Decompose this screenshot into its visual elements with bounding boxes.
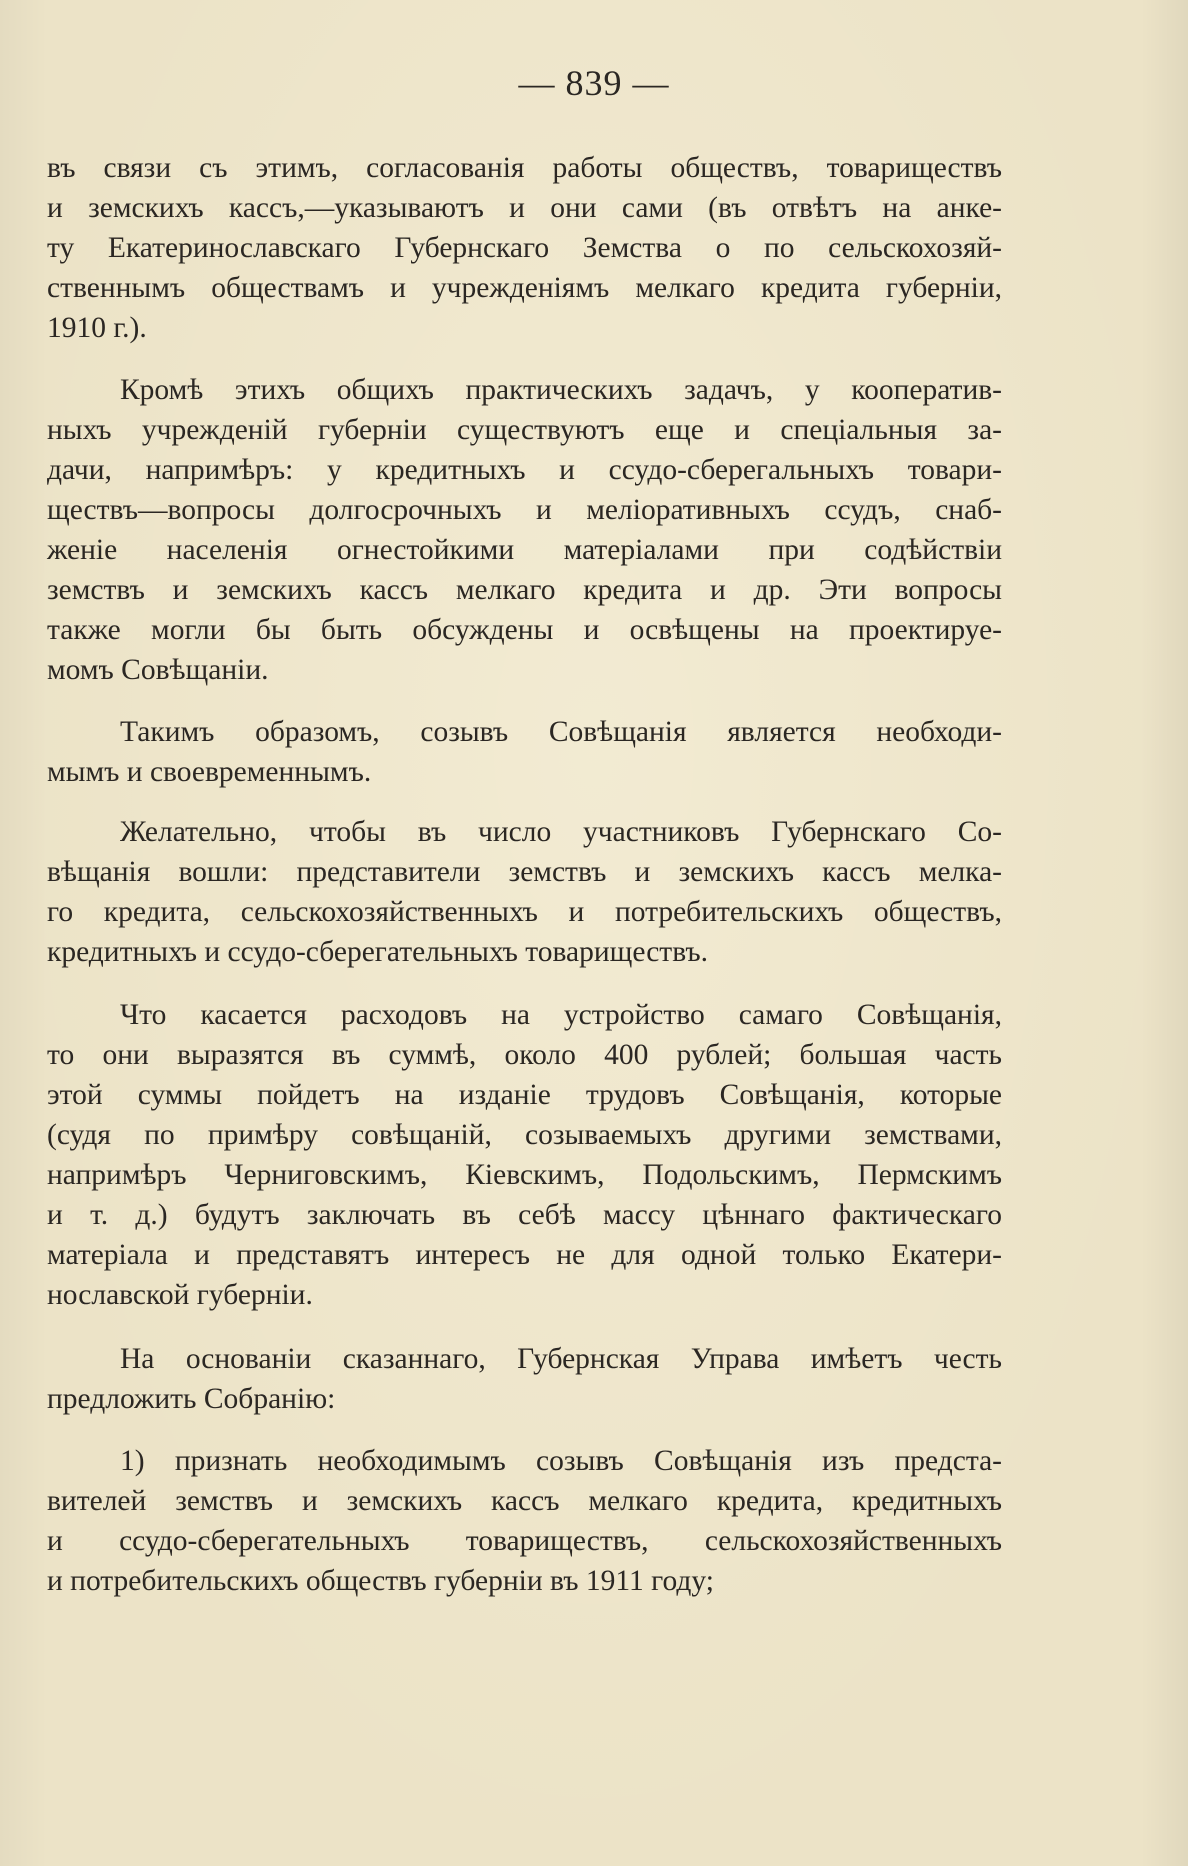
paragraph-5 [47,995,1002,1315]
text-line: нославской губерніи. [47,1279,313,1311]
text-line: ществъ—вопросы долгосрочныхъ и меліоративныхъ ссудъ, снаб- [47,494,1002,526]
paragraph-7 [47,1441,1002,1601]
text-line: мымъ и своевременнымъ. [47,756,372,788]
paragraph-1 [47,148,1002,348]
text-line: ту Екатеринославскаго Губернскаго Земства о по сельскохозяй- [47,232,1002,264]
paragraph-3 [47,712,1002,792]
text-line: напримѣръ Черниговскимъ, Кіевскимъ, Подольскимъ, Пермскимъ [47,1159,1002,1191]
text-line: женіе населенія огнестойкими матеріалами при содѣйствіи [47,534,1002,566]
paragraph-4 [47,812,1002,972]
text-line: также могли бы быть обсуждены и освѣщены на проектируе- [47,614,1002,646]
paragraph-2 [47,370,1002,690]
text-line: и земскихъ кассъ,—указываютъ и они сами (въ отвѣтъ на анке- [47,192,1002,224]
text-line: дачи, напримѣръ: у кредитныхъ и ссудо-сберегальныхъ товари- [47,454,1002,486]
text-line: ственнымъ обществамъ и учрежденіямъ мелкаго кредита губерніи, [47,272,1002,304]
text-line: предложить Собранію: [47,1383,336,1415]
text-line: Такимъ образомъ, созывъ Совѣщанія является необходи- [120,716,1002,748]
text-line: и потребительскихъ обществъ губерніи въ 1911 году; [47,1565,714,1597]
text-line: вителей земствъ и земскихъ кассъ мелкаго кредита, кредитныхъ [47,1485,1002,1517]
text-line: вѣщанія вошли: представители земствъ и земскихъ кассъ мелка- [47,856,1002,888]
text-line: На основаніи сказаннаго, Губернская Управа имѣетъ честь [120,1343,1002,1375]
text-line: Кромѣ этихъ общихъ практическихъ задачъ, у кооператив- [120,374,1002,406]
text-line: земствъ и земскихъ кассъ мелкаго кредита и др. Эти вопросы [47,574,1002,606]
text-line: (судя по примѣру совѣщаній, созываемыхъ другими земствами, [47,1119,1002,1151]
text-line: 1) признать необходимымъ созывъ Совѣщанія изъ предста- [120,1445,1002,1477]
paragraph-6 [47,1339,1002,1419]
text-line: въ связи съ этимъ, согласованія работы обществъ, товариществъ [47,152,1002,184]
text-line: момъ Совѣщаніи. [47,654,269,686]
text-line: ныхъ учрежденій губерніи существуютъ еще и спеціальныя за- [47,414,1002,446]
text-line: Что касается расходовъ на устройство самаго Совѣщанія, [120,999,1002,1031]
text-line: го кредита, сельскохозяйственныхъ и потребительскихъ обществъ, [47,896,1002,928]
text-line: матеріала и представятъ интересъ не для одной только Екатери- [47,1239,1002,1271]
text-line: и т. д.) будутъ заключать въ себѣ массу цѣннаго фактическаго [47,1199,1002,1231]
text-line: то они выразятся въ суммѣ, около 400 рублей; большая часть [47,1039,1002,1071]
page-number: — 839 — [518,63,670,103]
text-line: кредитныхъ и ссудо-сберегательныхъ товариществъ. [47,936,709,968]
text-line: этой суммы пойдетъ на изданіе трудовъ Совѣщанія, которые [47,1079,1002,1111]
text-line: 1910 г.). [47,312,147,344]
text-line: Желательно, чтобы въ число участниковъ Губернскаго Со- [120,816,1002,848]
text-line: и ссудо-сберегательныхъ товариществъ, сельскохозяйственныхъ [47,1525,1002,1557]
